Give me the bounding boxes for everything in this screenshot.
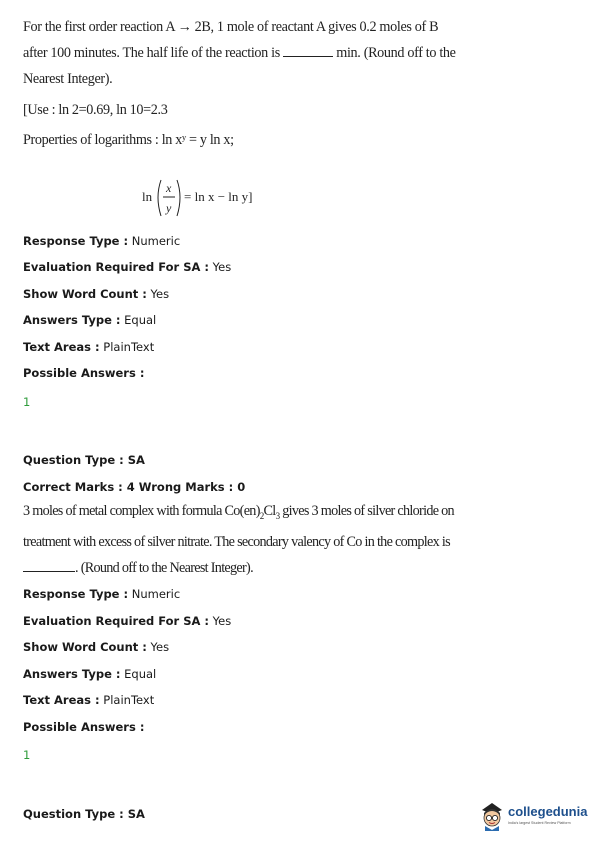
- q1-response-type: Response Type : Numeric: [23, 234, 181, 248]
- q1-show-word-count: Show Word Count : Yes: [23, 287, 170, 301]
- q1-possible-answers: Possible Answers :: [23, 366, 145, 380]
- q2-answers-type: Answers Type : Equal: [23, 667, 157, 681]
- logo-wordmark: collegedunia: [508, 804, 588, 819]
- q2-marks: Correct Marks : 4 Wrong Marks : 0: [23, 480, 246, 494]
- log-quotient-formula: [142, 172, 252, 222]
- q2-question-type: Question Type : SA: [23, 453, 145, 467]
- formula-numerator: x: [166, 181, 172, 195]
- formula-ln: ln: [142, 189, 153, 204]
- question-1-text: For the first order reaction A → 2B, 1 mole of reactant A gives 0.2 moles of B after 100 minutes. The half life of the reaction is min. (Round off to the Nearest Integer).: [23, 19, 456, 87]
- q2-show-word-count: Show Word Count : Yes: [23, 640, 170, 654]
- answer-blank: [283, 44, 333, 57]
- q2-evaluation-required: Evaluation Required For SA : Yes: [23, 614, 232, 628]
- formula-denominator: y: [166, 201, 172, 215]
- q2-text-areas: Text Areas : PlainText: [23, 693, 155, 707]
- q2-answer-value: 1: [23, 748, 31, 762]
- q2-possible-answers: Possible Answers :: [23, 720, 145, 734]
- formula-rhs: = ln x − ln y]: [184, 189, 252, 204]
- mascot-icon: [478, 801, 506, 831]
- q2-response-type: Response Type : Numeric: [23, 587, 181, 601]
- q1-text-areas: Text Areas : PlainText: [23, 340, 155, 354]
- log-properties: Properties of logarithms : ln xʸ = y ln x;: [23, 132, 234, 148]
- use-hint: [Use : ln 2=0.69, ln 10=2.3: [23, 102, 168, 118]
- question-2-text: 3 moles of metal complex with formula $Co(en)_2Cl_3$ gives 3 moles of silver chloride on treatment with excess of silver nitrate. The secondary valency of Co in the complex is . (Round off to the Nearest Integer).: [23, 503, 454, 576]
- q1-answers-type: Answers Type : Equal: [23, 313, 157, 327]
- collegedunia-logo: [478, 800, 590, 832]
- q1-evaluation-required: Evaluation Required For SA : Yes: [23, 260, 232, 274]
- q3-question-type: Question Type : SA: [23, 807, 145, 821]
- left-paren: [158, 180, 161, 216]
- right-paren: [177, 180, 180, 216]
- answer-blank: [23, 559, 75, 572]
- logo-tagline: India's largest Student Review Platform: [508, 821, 571, 825]
- q1-answer-value: 1: [23, 395, 31, 409]
